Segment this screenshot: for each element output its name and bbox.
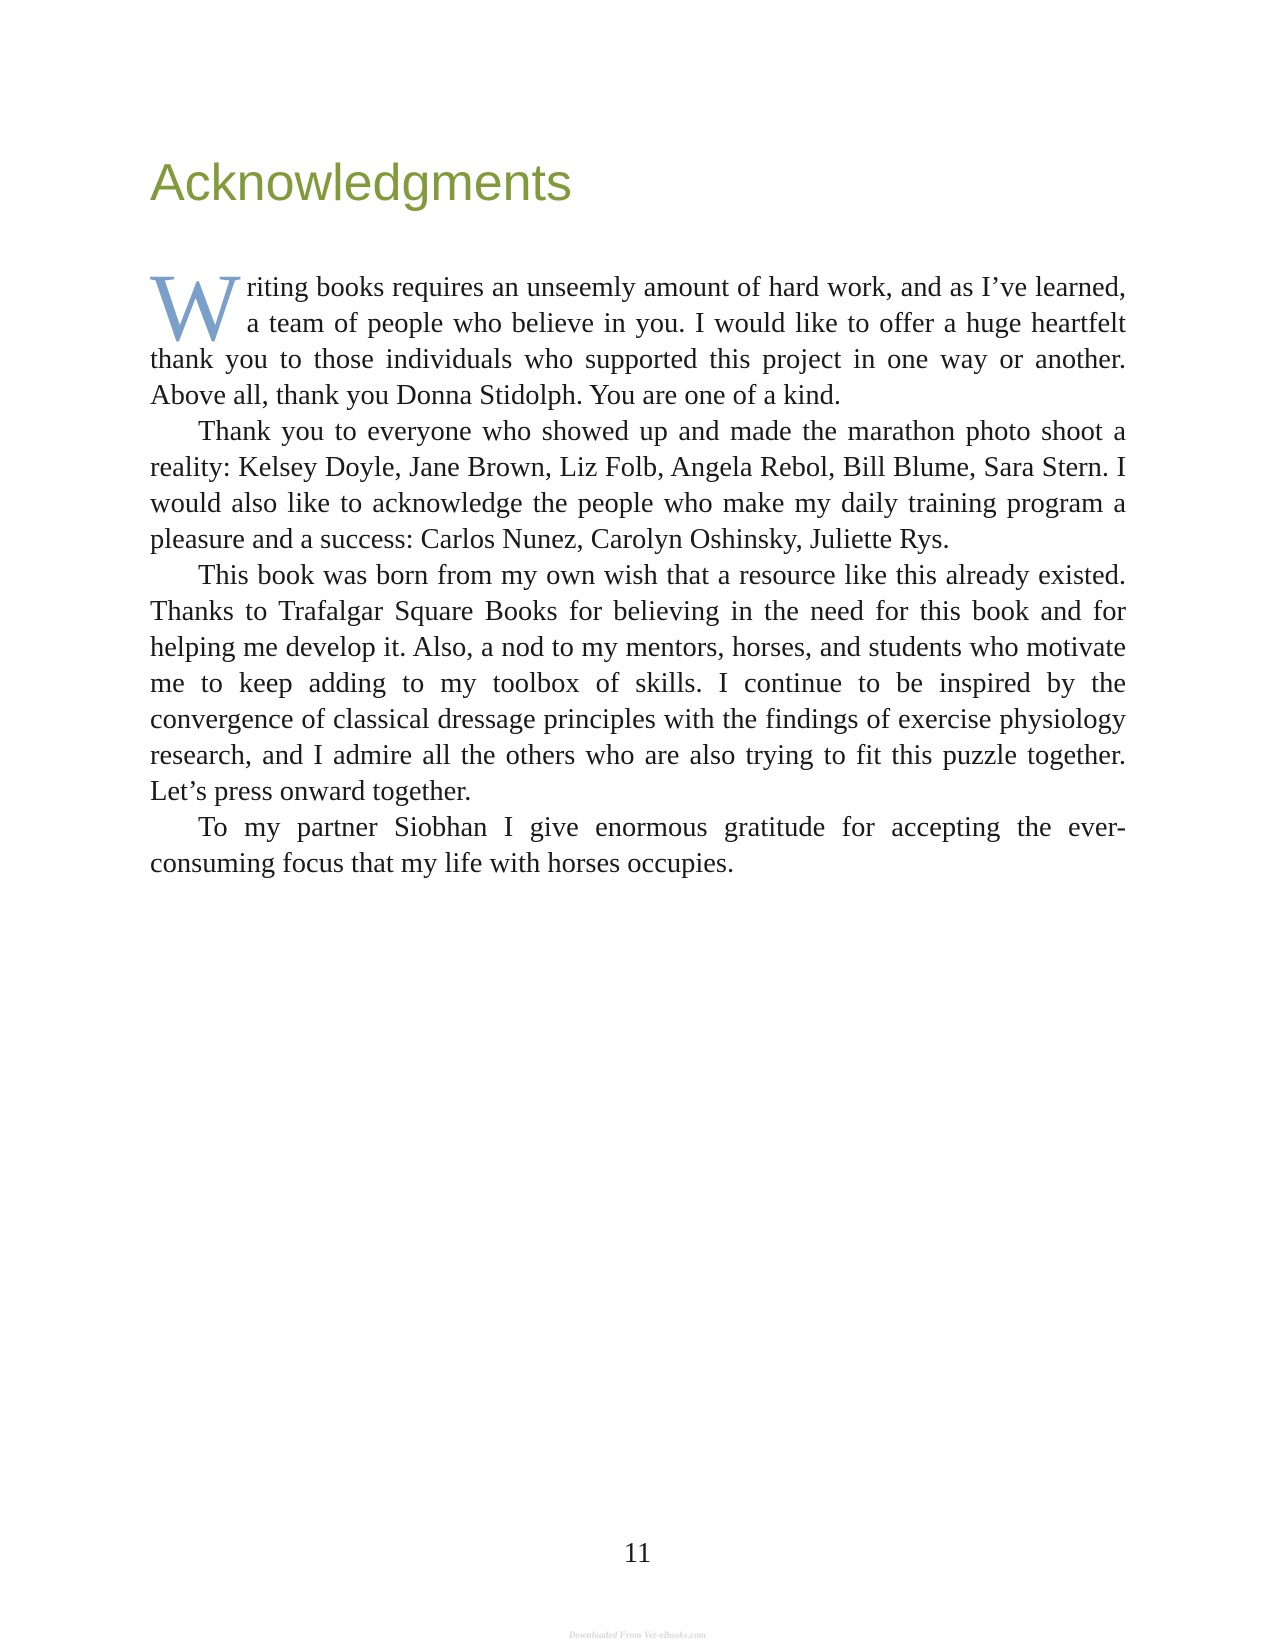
paragraph-1-text: riting books requires an unseemly amount of hard work, and as I’ve learned, a team of people who believe in you. I would like to offer a huge heartfelt thank you to those individuals who supported this project in one way or another. Above all, thank you Donna Stidolph. You are one of a kind. xyxy=(150,272,1126,411)
page-title: Acknowledgments xyxy=(150,154,572,212)
paragraph-3: This book was born from my own wish that a resource like this already existed. Thanks to Trafalgar Square Books for believing in the need for this book and for helping me develop it. Also, a nod to my mentors, horses, and students who motivate me to keep adding to my toolbox of skills. I continue to be inspired by the convergence of classical dressage principles with the findings of exercise physiology research, and I admire all the others who are also trying to fit this puzzle together. Let’s press onward together. xyxy=(150,560,1126,807)
page-number: 11 xyxy=(623,1538,652,1569)
paragraph-1 xyxy=(150,254,1126,414)
watermark: Downloaded From Vet-eBooks.com xyxy=(568,1630,707,1640)
body-text xyxy=(150,254,1126,882)
paragraph-2: Thank you to everyone who showed up and made the marathon photo shoot a reality: Kelsey Doyle, Jane Brown, Liz Folb, Angela Rebol, Bill Blume, Sara Stern. I would also like to acknowledge the people who make my daily training program a pleasure and a success: Carlos Nunez, Carolyn Oshinsky, Juliette Rys. xyxy=(150,416,1126,555)
paragraph-4: To my partner Siobhan I give enormous gratitude for accepting the ever-consuming focus that my life with horses occupies. xyxy=(150,812,1126,879)
drop-cap: W xyxy=(150,254,241,361)
